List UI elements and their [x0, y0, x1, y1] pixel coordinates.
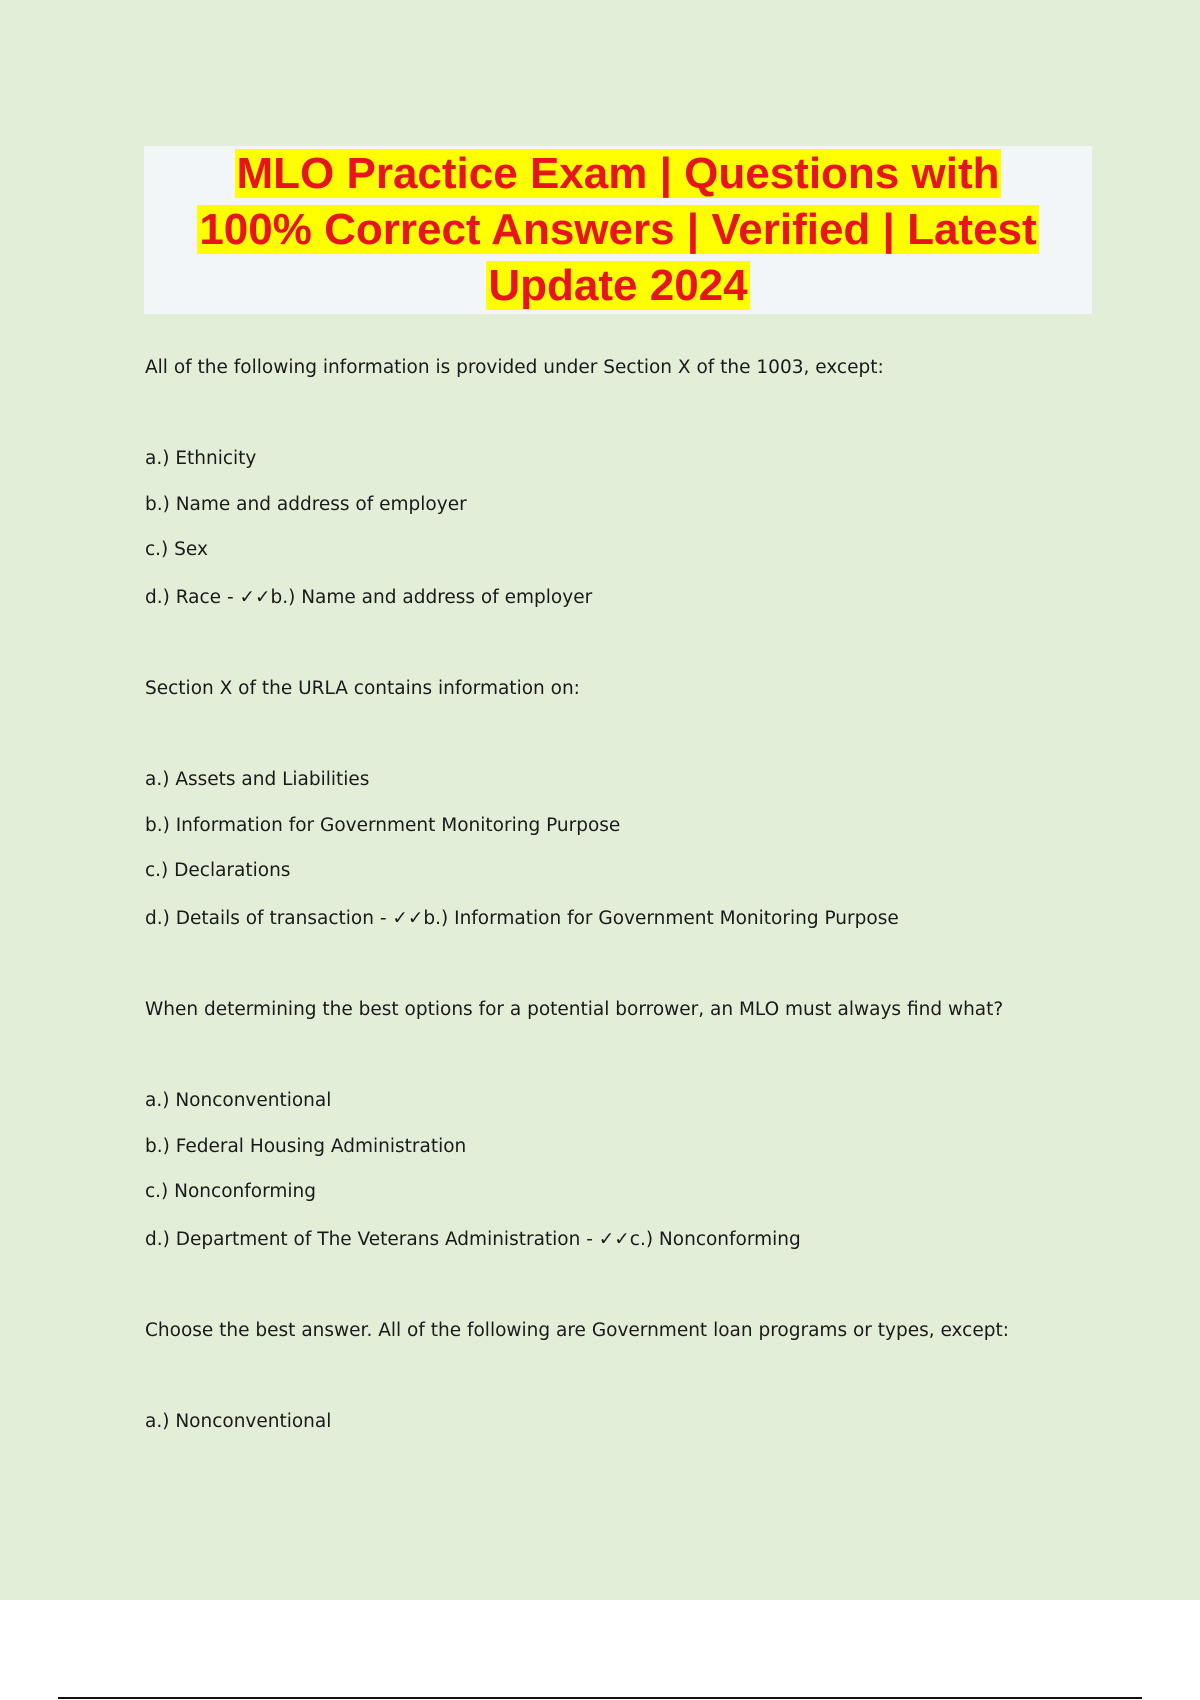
question-3-option-a: a.) Nonconventional — [145, 1090, 332, 1111]
question-2-option-a: a.) Assets and Liabilities — [145, 769, 370, 790]
question-2-option-b: b.) Information for Government Monitoring Purpose — [145, 815, 621, 836]
question-1-option-a: a.) Ethnicity — [145, 448, 257, 469]
document-title — [144, 146, 1092, 314]
question-4-text: Choose the best answer. All of the following are Government loan programs or types, except: — [145, 1320, 1009, 1341]
title-box — [144, 146, 1092, 314]
question-2-option-d-answer: d.) Details of transaction - ✓✓b.) Information for Government Monitoring Purpose — [145, 908, 899, 929]
question-2-text: Section X of the URLA contains information on: — [145, 678, 580, 699]
question-1-option-b: b.) Name and address of employer — [145, 494, 467, 515]
question-3-text: When determining the best options for a potential borrower, an MLO must always find what? — [145, 999, 1004, 1020]
question-1-option-c: c.) Sex — [145, 539, 208, 560]
title-line-1: MLO Practice Exam | Questions with — [236, 149, 1000, 198]
title-line-2: 100% Correct Answers | Verified | Latest — [199, 205, 1037, 254]
footer-divider — [58, 1697, 1142, 1699]
question-3-option-b: b.) Federal Housing Administration — [145, 1136, 467, 1157]
question-4-option-a: a.) Nonconventional — [145, 1411, 332, 1432]
question-1-option-d-answer: d.) Race - ✓✓b.) Name and address of employer — [145, 587, 593, 608]
question-2-option-c: c.) Declarations — [145, 860, 291, 881]
question-3-option-c: c.) Nonconforming — [145, 1181, 316, 1202]
question-1-text: All of the following information is provided under Section X of the 1003, except: — [145, 357, 884, 378]
title-line-3: Update 2024 — [488, 261, 748, 310]
question-3-option-d-answer: d.) Department of The Veterans Administration - ✓✓c.) Nonconforming — [145, 1229, 801, 1250]
